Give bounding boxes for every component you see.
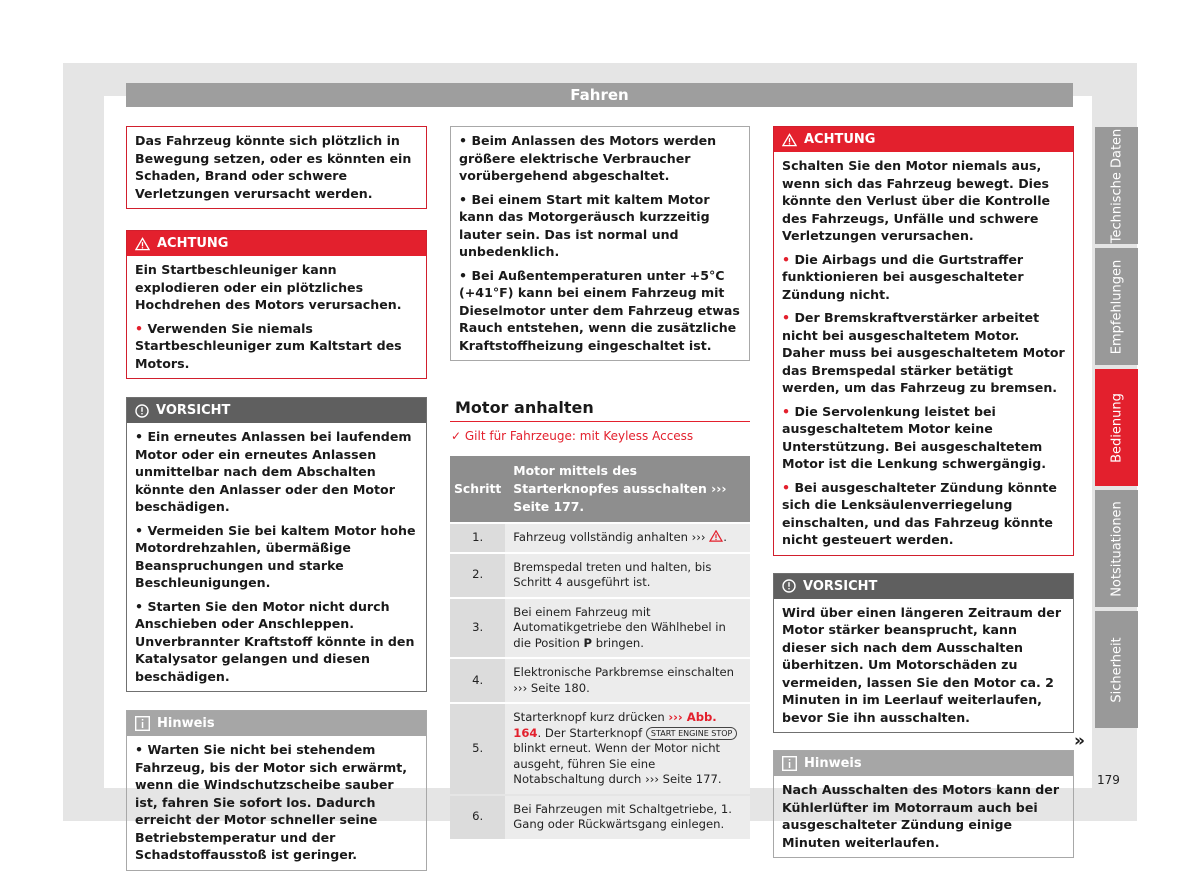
left-column <box>126 126 427 871</box>
tab-label: Notsituationen <box>1109 500 1124 597</box>
intro-text: Das Fahrzeug könnte sich plötzlich in Bewegung setzen, oder es könnten ein Schaden, Brand oder schwere Verletzungen verursacht werden. <box>135 133 412 201</box>
tab-label: Bedienung <box>1109 392 1124 463</box>
note-title: Hinweis <box>804 756 862 771</box>
bullet-icon: • <box>782 479 791 495</box>
step-number: 4. <box>450 659 505 702</box>
table-header-row <box>450 456 750 522</box>
column-header-action <box>505 456 750 522</box>
column-header-ref[interactable]: ››› Seite 177. <box>513 481 727 514</box>
warning-text: Schalten Sie den Motor niemals aus, wenn sich das Fahrzeug bewegt. Dies könnte den Verlust über die Kontrolle des Fahrzeugs, Unfälle und schwere Verletzungen verursachen. <box>782 158 1051 243</box>
continue-marker: » <box>1074 731 1085 751</box>
step-ref[interactable]: ››› Seite 177. <box>645 772 722 786</box>
tab-technische-daten[interactable] <box>1095 127 1138 244</box>
warning-header <box>127 231 426 256</box>
continued-bullet: Bei Außentemperaturen unter +5°C (+41°F) kann bei einem Fahrzeug mit Dieselmotor unter dem Fahrzeug etwas Rauch entstehen, wenn die zusätzliche Kraftstoffheizung eingeschaltet ist. <box>459 267 740 353</box>
warning-box <box>126 230 427 379</box>
step-number: 6. <box>450 796 505 839</box>
column-header-text: Motor mittels des Starterknopfes ausschalten <box>513 463 707 496</box>
note-text: Nach Ausschalten des Motors kann der Kühlerlüfter im Motorraum auch bei ausgeschalteter Zündung einige Minuten weiterlaufen. <box>782 782 1060 850</box>
note-box <box>773 750 1074 858</box>
step-text: . Der Starterknopf <box>537 725 643 740</box>
table-row <box>450 796 750 839</box>
continued-bullet: Bei einem Start mit kaltem Motor kann das Motorgeräusch kurzzeitig lauter sein. Das ist normal und unbedenklich. <box>459 191 710 259</box>
info-icon <box>782 756 797 771</box>
warning-triangle-icon <box>782 133 797 147</box>
step-text: Bei Fahrzeugen mit Schaltgetriebe, 1. Gang oder Rückwärtsgang einlegen. <box>505 796 750 839</box>
exclamation-circle-icon <box>135 404 149 418</box>
warning-title: ACHTUNG <box>804 132 876 147</box>
page-number: 179 <box>1097 773 1120 787</box>
caution-bullet: Ein erneutes Anlassen bei laufendem Motor oder ein erneutes Anlassen unmittelbar nach dem Abschalten könnte den Anlasser oder den Motor beschädigen. <box>135 429 412 514</box>
tab-label: Empfehlungen <box>1109 259 1124 354</box>
tab-sicherheit[interactable] <box>1095 611 1138 728</box>
start-stop-button-label: START ENGINE STOP <box>646 727 738 740</box>
caution-bullet: Starten Sie den Motor nicht durch Anschieben oder Anschleppen. Unverbrannter Kraftstoff könnte in den Katalysator gelangen und diesen beschädigen. <box>135 598 415 684</box>
bullet-icon: • <box>782 403 791 419</box>
section-title: Motor anhalten <box>450 399 750 422</box>
caution-bullet: Vermeiden Sie bei kaltem Motor hohe Motordrehzahlen, übermäßige Beanspruchungen und starke Beschleunigungen. <box>135 522 416 590</box>
warning-bullet: Bei ausgeschalteter Zündung könnte sich die Lenksäulenverriegelung einschalten, und das Fahrzeug könnte nicht gesteuert werden. <box>782 479 1057 547</box>
right-column <box>773 126 1074 858</box>
step-text: Fahrzeug vollständig anhalten <box>513 530 688 544</box>
step-number: 1. <box>450 524 505 552</box>
step-number: 3. <box>450 599 505 658</box>
intro-box <box>126 126 427 209</box>
tab-label: Technische Daten <box>1109 128 1124 243</box>
table-row <box>450 704 750 794</box>
tab-empfehlungen[interactable] <box>1095 248 1138 365</box>
continued-box: • Beim Anlassen des Motors werden größere elektrische Verbraucher vorübergehend abgeschaltet. • Bei einem Start mit kaltem Motor kann das Motorgeräusch kurzzeitig lauter sein. Das ist normal und unbedenklich. • Bei Außentemperaturen unter +5°C (+41°F) kann bei einem Fahrzeug mit Dieselmotor unter dem Fahrzeug etwas Rauch entstehen, wenn die zusätzliche Kraftstoffheizung eingeschaltet ist. <box>450 126 750 361</box>
note-text: Warten Sie nicht bei stehendem Fahrzeug, bis der Motor sich erwärmt, wenn die Windschutzscheibe sauber ist, fahren Sie sofort los. Dadurch erreicht der Motor schneller seine Betriebstemperatur und der Schadstoffausstoß ist geringer. <box>135 742 408 862</box>
step-ref[interactable]: ››› <box>691 530 706 544</box>
warning-bullet: Die Servolenkung leistet bei ausgeschaltetem Motor keine Unterstützung. Bei ausgeschaltetem Motor ist die Lenkung schwergängig. <box>782 403 1047 471</box>
column-header-step: Schritt <box>450 456 505 522</box>
note-header <box>127 711 426 736</box>
step-text: Bremspedal treten und halten, bis Schritt 4 ausgeführt ist. <box>505 554 750 597</box>
warning-triangle-icon <box>709 530 723 542</box>
note-title: Hinweis <box>157 716 215 731</box>
bullet-icon: • <box>782 310 791 325</box>
step-number: 2. <box>450 554 505 597</box>
step-text: blinkt erneut. Wenn der Motor nicht ausgeht, führen Sie eine Notabschaltung durch <box>513 741 721 786</box>
note-box: Hinweis • Warten Sie nicht bei stehendem Fahrzeug, bis der Motor sich erwärmt, wenn die Windschutzscheibe sauber ist, fahren Sie sofort los. Dadurch erreicht der Motor schneller seine Betriebstemperatur und der Schadstoffausstoß ist geringer. <box>126 710 427 871</box>
tab-label: Sicherheit <box>1109 636 1124 703</box>
note-header <box>774 751 1073 776</box>
step-text: Elektronische Parkbremse einschalten <box>513 665 735 679</box>
bullet-icon: • <box>135 320 144 336</box>
warning-box <box>773 126 1074 556</box>
caution-title: VORSICHT <box>803 578 878 594</box>
step-text: Starterknopf kurz drücken <box>513 710 665 724</box>
step-text-tail: bringen. <box>595 635 644 650</box>
caution-text: Wird über einen längeren Zeitraum der Motor stärker beansprucht, kann dieser sich nach dem Ausschalten überhitzen. Um Motorschäden zu vermeiden, lassen Sie den Motor ca. 2 Minuten in im Leerlauf weiterlaufen, bevor Sie ihn ausschalten. <box>782 604 1062 725</box>
tab-notsituationen[interactable] <box>1095 490 1138 607</box>
warning-text: Ein Startbeschleuniger kann explodieren oder ein plötzliches Hochdrehen des Motors verursachen. <box>135 262 402 312</box>
gear-position: P <box>583 635 593 650</box>
warning-header <box>774 127 1073 152</box>
figure-ref[interactable]: ››› Abb. 164 <box>513 710 717 740</box>
middle-column <box>450 126 750 841</box>
warning-bullet: Verwenden Sie niemals Startbeschleuniger zum Kaltstart des Motors. <box>135 320 402 371</box>
applies-to: ✓ Gilt für Fahrzeuge: mit Keyless Access <box>451 428 694 443</box>
caution-box: VORSICHT • Ein erneutes Anlassen bei laufendem Motor oder ein erneutes Anlassen unmittelbar nach dem Abschalten könnte den Anlasser oder den Motor beschädigen. • Vermeiden Sie bei kaltem Motor hohe Motordrehzahlen, übermäßige Beanspruchungen und starke Beschleunigungen. • Starten Sie den Motor nicht durch Anschieben oder Anschleppen. Unverbrannter Kraftstoff könnte in den Katalysator gelangen und diesen beschädigen. <box>126 397 427 692</box>
caution-box <box>773 573 1074 734</box>
info-icon <box>135 716 150 731</box>
warning-bullet: Die Airbags und die Gurtstraffer funktionieren bei ausgeschalteter Zündung nicht. <box>782 251 1024 302</box>
warning-title: ACHTUNG <box>157 236 229 251</box>
page-title: Fahren <box>126 83 1073 107</box>
caution-header <box>127 398 426 423</box>
warning-triangle-icon <box>135 237 150 251</box>
caution-header <box>774 574 1073 599</box>
continued-bullet: Beim Anlassen des Motors werden größere elektrische Verbraucher vorübergehend abgeschaltet. <box>459 133 717 183</box>
warning-bullet: Der Bremskraftverstärker arbeitet nicht bei ausgeschaltetem Motor. Daher muss bei ausgeschaltetem Motor das Bremspedal stärker betätigt werden, um das Fahrzeug zu bremsen. <box>782 310 1065 395</box>
caution-title: VORSICHT <box>156 403 231 418</box>
tab-bedienung[interactable] <box>1095 369 1138 486</box>
step-number: 5. <box>450 704 505 794</box>
table-row <box>450 599 750 658</box>
table-row <box>450 659 750 702</box>
step-ref[interactable]: ››› Seite 180. <box>513 680 590 695</box>
table-row <box>450 554 750 597</box>
exclamation-circle-icon <box>782 579 796 593</box>
table-row: 1. Fahrzeug vollständig anhalten ››› . <box>450 524 750 552</box>
steps-table <box>450 454 750 841</box>
step-text: Bei einem Fahrzeug mit Automatikgetriebe den Wählhebel in die Position <box>513 604 726 650</box>
bullet-icon: • <box>782 251 791 267</box>
